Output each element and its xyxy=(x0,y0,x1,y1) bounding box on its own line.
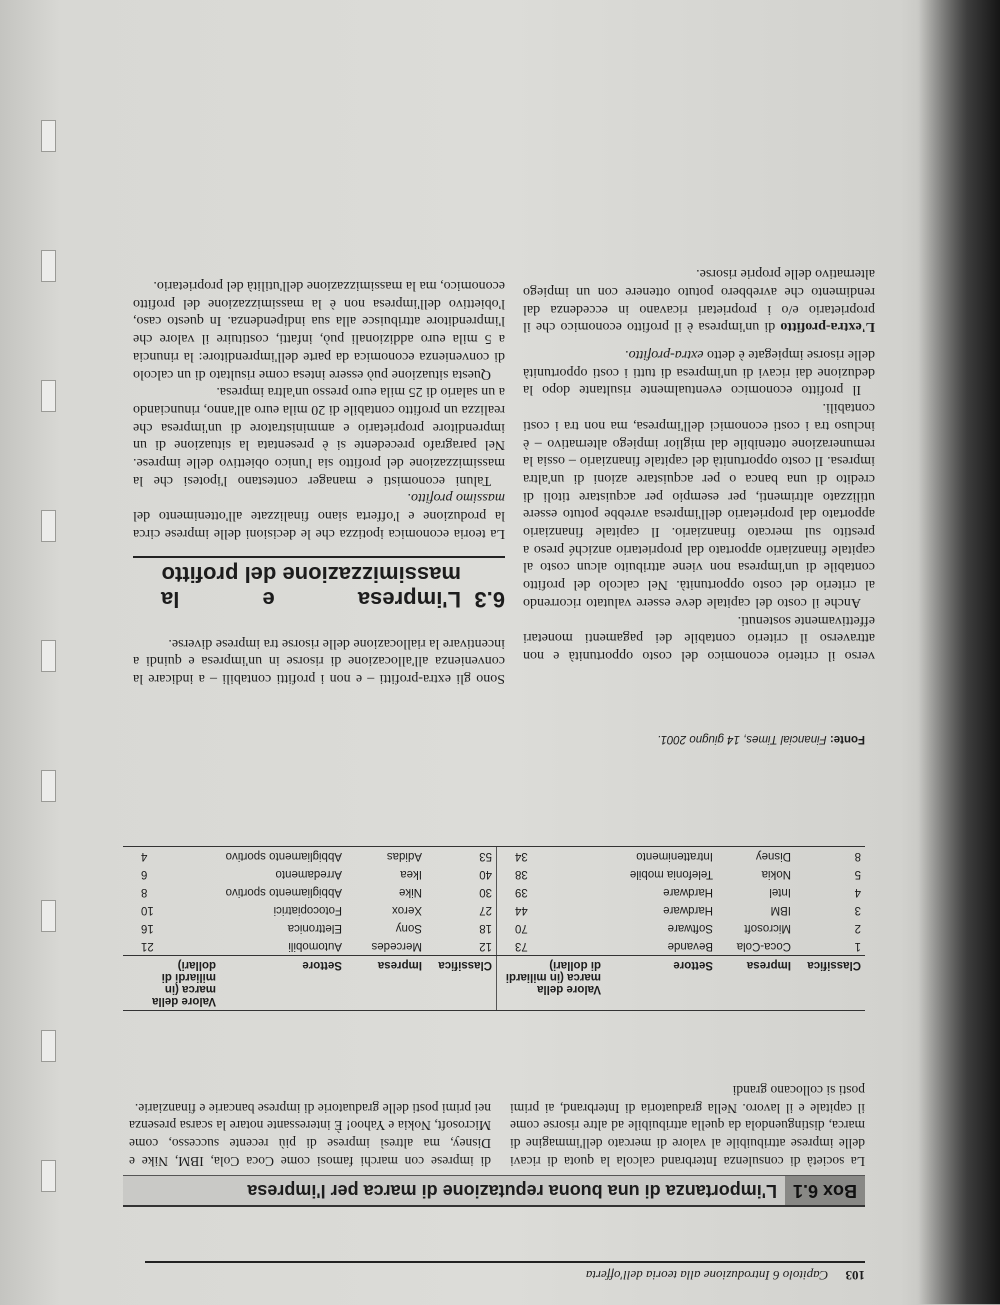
cell-sector: Hardware xyxy=(663,886,713,898)
box-title: L'importanza di una buona reputazione di marca per l'impresa xyxy=(247,1181,777,1201)
cell-rank: 18 xyxy=(426,919,497,937)
cell-rank: 3 xyxy=(854,904,861,916)
cell-sector: Abbigliamento sportivo xyxy=(225,886,342,898)
body-column-left xyxy=(523,265,875,664)
cell-value: 39 xyxy=(515,886,528,898)
cell-value: 21 xyxy=(141,940,154,952)
header-company: Impresa xyxy=(346,956,426,1011)
binding-shadow xyxy=(918,0,1000,1304)
table-row xyxy=(123,883,865,901)
header-value: Valore della marca (in miliardi di dollari) xyxy=(123,956,220,1011)
definition-text: di un'impresa è il profitto economico che il proprietario e/o i proprietari ricavano in eccedenza dal rendimento che avrebbero potuto ottenere con un impiego alternativo delle proprie risorse. xyxy=(522,266,875,335)
cell-sector: Abbigliamento sportivo xyxy=(220,847,346,866)
box-intro-left: La società di consulenza Interbrand calcola la quota di ricavi delle imprese attribuibile al valore di mercato dell'immagine di marca, distinguendola da quella attribuibile ad altre risorse come il capitale e il lavoro. Nella graduatoria di Interbrand, ai primi posti si collocano grandi xyxy=(510,1082,865,1169)
cell-rank: 12 xyxy=(426,937,497,956)
header-rank: Classifica xyxy=(426,956,497,1011)
table-row xyxy=(123,919,865,937)
cell-value: 10 xyxy=(141,904,154,916)
table-row xyxy=(123,847,865,866)
header-sector: Settore xyxy=(220,956,346,1011)
cell-company: Coca-Cola xyxy=(736,940,791,952)
section-heading xyxy=(133,556,505,612)
table-row xyxy=(123,937,865,956)
header-sector: Settore xyxy=(605,956,717,1011)
cell-value: 38 xyxy=(515,868,528,880)
definition xyxy=(523,265,875,336)
cell-sector: Bevande xyxy=(667,940,713,952)
cell-rank: 2 xyxy=(854,922,861,934)
cell-sector: Automobili xyxy=(288,940,342,952)
cell-company: Disney xyxy=(717,847,795,866)
table-row xyxy=(123,901,865,919)
cell-value: 44 xyxy=(515,904,528,916)
box-intro-right: di imprese con marchi famosi come Coca Cola, IBM, Nike e Disney, ma altresì imprese di più recente successo, come Microsoft, Nokia e Yahoo! È interessante notare la scarsa presenza nei primi posti delle graduatorie di imprese bancarie e finanziarie. xyxy=(129,1100,491,1169)
running-head xyxy=(145,1261,865,1283)
header-value: Valore della marca (in miliardi di dollari) xyxy=(497,956,606,1011)
cell-company: Xerox xyxy=(391,904,422,916)
cell-value: 8 xyxy=(141,886,148,898)
paragraph: Anche il costo del capitale deve essere valutato ricorrendo al criterio del costo opportunità. Nel calcolo del profitto contabile di un'impresa non viene attribuito alcun costo al capitale finanziario apportato dal proprietario anziché preso a prestito sul mercato finanziario. Il capitale finanziario apportato dal proprietario dell'impresa avrebbe potuto essere utilizzato altrimenti, per esempio per acquistare titoli di credito di una banca o per acquistare azioni di un'altra impresa. Il costo opportunità del capitale finanziario – ossia la remunerazione ottenibile dal miglior impiego alternativo – è incluso tra i costi economici dell'impresa, ma non tra i costi contabili. xyxy=(523,400,875,610)
paragraph-text: Il profitto economico eventualmente risultante dopo la deduzione dai ricavi di un'impresa di tutti i costi opportunità delle risorse impiegate è detto xyxy=(523,347,875,398)
cell-value: 70 xyxy=(515,922,528,934)
cell-company: Ikea xyxy=(400,868,422,880)
paragraph: La teoria economica ipotizza che le decisioni delle imprese circa la produzione e l'offerta siano finalizzate all'ottenimento del massimo profitto. xyxy=(133,490,505,541)
cell-value: 16 xyxy=(141,922,154,934)
cell-sector: Fotocopiatrici xyxy=(273,904,342,916)
cell-company: Adidas xyxy=(346,847,426,866)
cell-rank: 53 xyxy=(426,847,497,866)
cell-value: 6 xyxy=(141,868,148,880)
body-column-right xyxy=(133,276,505,687)
cell-company: Nokia xyxy=(761,868,791,880)
brand-value-table xyxy=(123,846,865,1011)
box-label: Box 6.1 xyxy=(785,1176,865,1205)
cell-rank: 4 xyxy=(854,886,861,898)
cell-company: IBM xyxy=(770,904,791,916)
cell-company: Intel xyxy=(769,886,791,898)
paragraph: Sono gli extra-profitti – e non i profitti contabili – a indicare la convenienza all'allocazione di risorse in un'impresa e quindi a incentivare la riallocazione delle risorse tra imprese diverse. xyxy=(133,635,505,686)
cell-sector: Arredamento xyxy=(275,868,342,880)
term-massimo-profitto: massimo profitto xyxy=(411,490,505,506)
cell-sector: Hardware xyxy=(663,904,713,916)
cell-company: Mercedes xyxy=(371,940,422,952)
source-text: Financial Times, 14 giugno 2001. xyxy=(657,733,827,745)
paragraph: Il profitto economico eventualmente risultante dopo la deduzione dai ricavi di un'impresa di tutti i costi opportunità delle risorse impiegate è detto extra-profitto. xyxy=(523,347,875,398)
chapter-title: Capitolo 6 Introduzione alla teoria dell'offerta xyxy=(585,1268,829,1283)
box-6-1 xyxy=(123,702,865,1207)
term-extra-profitto: extra-profitto xyxy=(628,347,704,363)
cell-value: 34 xyxy=(497,847,606,866)
cell-sector: Elettronica xyxy=(287,922,342,934)
cell-rank: 5 xyxy=(854,868,861,880)
cell-value: 4 xyxy=(123,847,220,866)
source-label: Fonte: xyxy=(829,733,865,745)
cell-rank: 30 xyxy=(426,883,497,901)
header-rank: Classifica xyxy=(795,956,865,1011)
cell-sector: Intrattenimento xyxy=(605,847,717,866)
paragraph: verso il criterio economico del costo opportunità e non attraverso il criterio contabile dei pagamenti monetari effettivamente sostenuti. xyxy=(523,612,875,663)
cell-rank: 40 xyxy=(426,865,497,883)
cell-company: Sony xyxy=(395,922,422,934)
paragraph: Questa situazione può essere intesa come risultato di un calcolo di convenienza economica da parte dell'imprenditore: la rinuncia a 5 mila euro addizionali può, infatti, costituire il valore che l'imprenditore attribuisce alla sua indipendenza. In questo caso, l'obiettivo dell'impresa non è la massimizzazione del profitto economico, ma la massimizzazione dell'utilità del proprietario. xyxy=(133,278,505,382)
cell-company: Microsoft xyxy=(744,922,791,934)
box-title-bar xyxy=(123,1175,865,1207)
cell-rank: 27 xyxy=(426,901,497,919)
definition-term: L'extra-profitto xyxy=(780,319,875,335)
table-header-row xyxy=(123,956,865,1011)
cell-sector: Software xyxy=(667,922,713,934)
section-number: 6.3 xyxy=(474,586,505,612)
page-number: 103 xyxy=(845,1268,865,1283)
table-source xyxy=(123,733,865,745)
header-company: Impresa xyxy=(717,956,795,1011)
cell-rank: 8 xyxy=(795,847,865,866)
cell-sector: Telefonia mobile xyxy=(629,868,713,880)
cell-rank: 1 xyxy=(854,940,861,952)
cell-company: Nike xyxy=(398,886,422,898)
paragraph: Taluni economisti e manager contestano l'ipotesi che la massimizzazione del profitto sia l'unico obiettivo delle imprese. Nel paragrafo precedente si è presentata la situazione di un imprenditore proprietario e amministratore di un'impresa che realizza un profitto contabile di 20 mila euro all'anno, rinunciando a un salario di 25 mila euro presso un'altra impresa. xyxy=(133,384,505,488)
paragraph-text: La teoria economica ipotizza che le decisioni delle imprese circa la produzione e l'offerta siano finalizzate all'ottenimento del xyxy=(133,508,505,541)
section-title: L'impresa e la massimizzazione del profitto xyxy=(161,561,461,612)
table-row xyxy=(123,865,865,883)
cell-value: 73 xyxy=(515,940,528,952)
